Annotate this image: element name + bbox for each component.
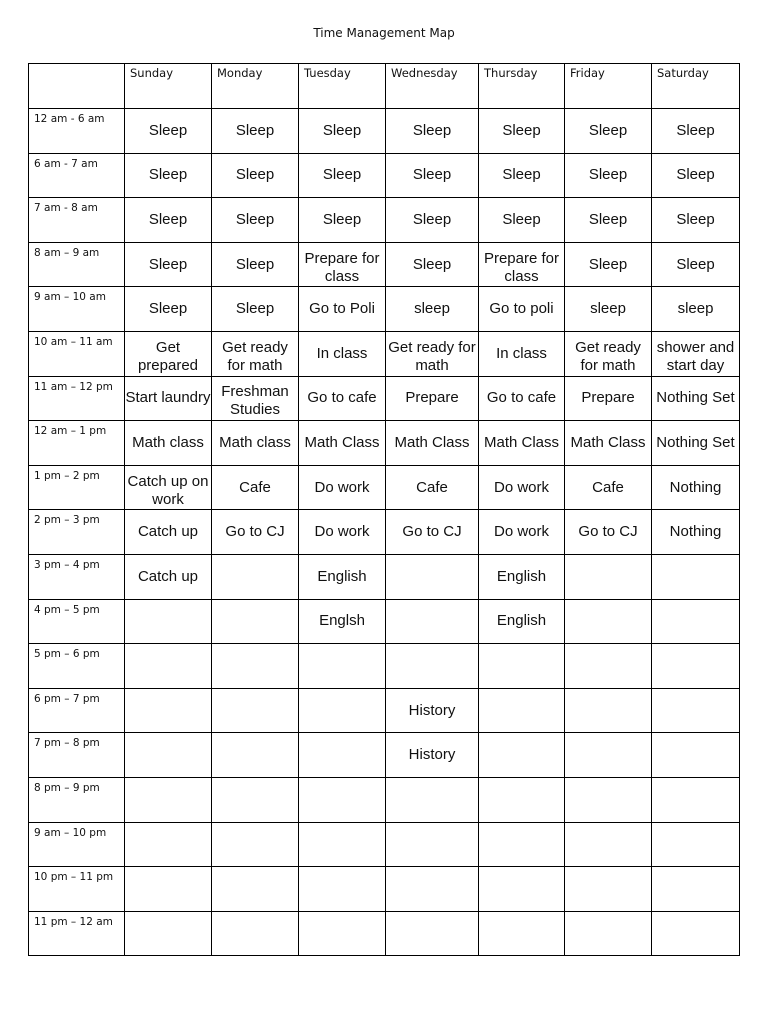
schedule-cell — [386, 911, 479, 956]
schedule-row — [29, 777, 740, 822]
schedule-cell — [479, 242, 565, 287]
time-slot-label: 7 pm – 8 pm — [29, 733, 125, 778]
schedule-cell — [479, 465, 565, 510]
schedule-cell — [299, 644, 386, 689]
schedule-cell — [125, 554, 212, 599]
activity-text: Prepare for class — [304, 249, 380, 285]
time-slot-label: 8 am – 9 am — [29, 242, 125, 287]
schedule-row — [29, 599, 740, 644]
activity-text: Sleep — [235, 121, 275, 139]
time-slot-label: 11 pm – 12 am — [29, 911, 125, 956]
time-slot-label: 12 am – 1 pm — [29, 421, 125, 466]
activity-text: History — [408, 701, 456, 719]
time-slot-label: 1 pm – 2 pm — [29, 465, 125, 510]
activity-text: Sleep — [502, 210, 541, 228]
activity-text: Sleep — [676, 166, 715, 184]
schedule-body — [29, 64, 740, 956]
schedule-cell — [386, 331, 479, 376]
schedule-row — [29, 376, 740, 421]
activity-text: English — [496, 612, 547, 630]
schedule-cell — [299, 911, 386, 956]
time-slot-label: 11 am – 12 pm — [29, 376, 125, 421]
schedule-cell — [125, 287, 212, 332]
activity-text: English — [317, 567, 367, 585]
schedule-cell — [125, 644, 212, 689]
activity-text: Go to CJ — [225, 523, 285, 541]
time-slot-label: 8 pm – 9 pm — [29, 777, 125, 822]
activity-text: Get ready for math — [388, 338, 476, 374]
schedule-cell — [479, 109, 565, 154]
activity-text: Math Class — [570, 433, 646, 451]
schedule-cell — [386, 644, 479, 689]
schedule-cell — [212, 465, 299, 510]
schedule-cell — [212, 733, 299, 778]
schedule-cell — [652, 867, 740, 912]
schedule-row — [29, 287, 740, 332]
schedule-cell — [212, 822, 299, 867]
activity-text: Get prepared — [137, 338, 199, 374]
schedule-cell — [479, 867, 565, 912]
activity-text: sleep — [677, 300, 714, 318]
schedule-cell — [212, 599, 299, 644]
activity-text: Sleep — [322, 210, 362, 228]
schedule-cell — [652, 331, 740, 376]
activity-text: Prepare — [581, 389, 635, 407]
schedule-cell — [386, 153, 479, 198]
activity-text: Do work — [493, 523, 549, 541]
activity-text: Sleep — [322, 121, 362, 139]
activity-text: Get ready for math — [575, 338, 641, 374]
schedule-cell — [652, 287, 740, 332]
schedule-cell — [125, 153, 212, 198]
activity-text: Math Class — [304, 433, 380, 451]
schedule-row — [29, 822, 740, 867]
schedule-cell — [652, 688, 740, 733]
activity-text: Math Class — [483, 433, 560, 451]
schedule-cell — [565, 510, 652, 555]
schedule-cell — [212, 688, 299, 733]
activity-text: Sleep — [148, 255, 188, 273]
activity-text: Sleep — [502, 121, 541, 139]
schedule-cell — [299, 822, 386, 867]
schedule-cell — [479, 287, 565, 332]
activity-text: In class — [496, 344, 547, 362]
time-slot-label: 5 pm – 6 pm — [29, 644, 125, 689]
schedule-cell — [652, 554, 740, 599]
schedule-cell — [299, 287, 386, 332]
schedule-row — [29, 198, 740, 243]
schedule-cell — [299, 242, 386, 287]
schedule-cell — [652, 777, 740, 822]
activity-text: Sleep — [412, 121, 452, 139]
schedule-cell — [299, 867, 386, 912]
schedule-row — [29, 331, 740, 376]
schedule-cell — [212, 153, 299, 198]
schedule-cell — [125, 331, 212, 376]
activity-text: Nothing Set — [656, 389, 735, 407]
schedule-cell — [652, 644, 740, 689]
schedule-cell — [565, 688, 652, 733]
schedule-cell — [652, 198, 740, 243]
schedule-cell — [299, 733, 386, 778]
activity-text: Catch up — [137, 523, 199, 541]
activity-text: Get ready for math — [222, 338, 288, 374]
schedule-cell — [125, 109, 212, 154]
schedule-cell — [479, 911, 565, 956]
activity-text: Prepare for class — [483, 249, 560, 285]
time-slot-label: 9 am – 10 am — [29, 287, 125, 332]
schedule-cell — [299, 777, 386, 822]
time-slot-label: 9 am – 10 pm — [29, 822, 125, 867]
schedule-cell — [479, 153, 565, 198]
schedule-cell — [299, 510, 386, 555]
schedule-row — [29, 510, 740, 555]
schedule-cell — [565, 287, 652, 332]
activity-text: Sleep — [588, 210, 628, 228]
schedule-row — [29, 465, 740, 510]
schedule-cell — [386, 733, 479, 778]
activity-text: Nothing — [669, 523, 722, 541]
schedule-cell — [652, 510, 740, 555]
schedule-cell — [652, 599, 740, 644]
activity-text: Sleep — [588, 166, 628, 184]
activity-text: Sleep — [235, 166, 275, 184]
schedule-cell — [299, 109, 386, 154]
day-header-friday: Friday — [565, 64, 652, 109]
activity-text: sleep — [590, 300, 626, 318]
schedule-cell — [386, 109, 479, 154]
schedule-cell — [386, 465, 479, 510]
activity-text: Englsh — [319, 612, 365, 630]
schedule-cell — [565, 421, 652, 466]
day-header-sunday: Sunday — [125, 64, 212, 109]
activity-text: Sleep — [588, 121, 628, 139]
activity-text: Sleep — [322, 166, 362, 184]
schedule-cell — [299, 688, 386, 733]
activity-text: Cafe — [592, 478, 624, 496]
schedule-cell — [212, 777, 299, 822]
schedule-cell — [565, 242, 652, 287]
activity-text: Sleep — [676, 121, 715, 139]
schedule-cell — [386, 822, 479, 867]
schedule-cell — [299, 599, 386, 644]
schedule-cell — [299, 331, 386, 376]
schedule-cell — [652, 733, 740, 778]
schedule-cell — [212, 287, 299, 332]
schedule-cell — [125, 911, 212, 956]
schedule-row — [29, 421, 740, 466]
schedule-cell — [212, 644, 299, 689]
schedule-cell — [479, 510, 565, 555]
schedule-cell — [212, 376, 299, 421]
schedule-cell — [565, 777, 652, 822]
activity-text: English — [496, 567, 547, 585]
schedule-cell — [386, 867, 479, 912]
activity-text: Cafe — [239, 478, 271, 496]
schedule-cell — [299, 198, 386, 243]
schedule-cell — [565, 822, 652, 867]
activity-text: Do work — [493, 478, 549, 496]
time-slot-label: 10 am – 11 am — [29, 331, 125, 376]
activity-text: Do work — [314, 523, 370, 541]
day-header-saturday: Saturday — [652, 64, 740, 109]
schedule-cell — [652, 911, 740, 956]
schedule-cell — [479, 777, 565, 822]
schedule-cell — [125, 867, 212, 912]
activity-text: Math class — [132, 433, 204, 451]
schedule-row — [29, 242, 740, 287]
activity-text: Catch up — [137, 567, 199, 585]
schedule-cell — [565, 911, 652, 956]
schedule-cell — [212, 421, 299, 466]
activity-text: Go to Poli — [309, 300, 375, 318]
schedule-cell — [565, 331, 652, 376]
schedule-cell — [386, 510, 479, 555]
schedule-cell — [479, 733, 565, 778]
schedule-cell — [386, 421, 479, 466]
activity-text: Cafe — [416, 478, 448, 496]
schedule-cell — [479, 198, 565, 243]
activity-text: Sleep — [235, 300, 275, 318]
time-slot-label: 12 am - 6 am — [29, 109, 125, 154]
schedule-cell — [125, 599, 212, 644]
schedule-cell — [652, 109, 740, 154]
schedule-row — [29, 554, 740, 599]
schedule-cell — [386, 242, 479, 287]
time-slot-label: 7 am - 8 am — [29, 198, 125, 243]
activity-text: Sleep — [148, 300, 188, 318]
activity-text: Start laundry — [125, 389, 211, 407]
time-slot-label: 2 pm – 3 pm — [29, 510, 125, 555]
schedule-cell — [565, 599, 652, 644]
schedule-cell — [565, 153, 652, 198]
day-header-wednesday: Wednesday — [386, 64, 479, 109]
schedule-cell — [565, 644, 652, 689]
schedule-cell — [652, 822, 740, 867]
schedule-cell — [125, 465, 212, 510]
activity-text: Nothing — [669, 478, 722, 496]
activity-text: Sleep — [148, 121, 188, 139]
day-header-monday: Monday — [212, 64, 299, 109]
activity-text: Go to CJ — [578, 523, 638, 541]
activity-text: In class — [316, 344, 368, 362]
schedule-cell — [479, 822, 565, 867]
day-header-thursday: Thursday — [479, 64, 565, 109]
schedule-row — [29, 867, 740, 912]
time-slot-label: 6 am - 7 am — [29, 153, 125, 198]
schedule-cell — [386, 777, 479, 822]
schedule-cell — [565, 733, 652, 778]
schedule-cell — [479, 554, 565, 599]
schedule-cell — [386, 376, 479, 421]
activity-text: Sleep — [502, 166, 541, 184]
time-slot-label: 10 pm – 11 pm — [29, 867, 125, 912]
activity-text: Go to CJ — [402, 523, 462, 541]
schedule-cell — [125, 198, 212, 243]
activity-text: Sleep — [235, 255, 275, 273]
schedule-cell — [565, 109, 652, 154]
schedule-cell — [125, 688, 212, 733]
activity-text: Sleep — [588, 255, 628, 273]
schedule-row — [29, 153, 740, 198]
schedule-cell — [125, 510, 212, 555]
schedule-cell — [652, 465, 740, 510]
schedule-cell — [125, 822, 212, 867]
schedule-cell — [299, 554, 386, 599]
schedule-cell — [565, 465, 652, 510]
schedule-cell — [125, 376, 212, 421]
schedule-cell — [125, 733, 212, 778]
activity-text: Catch up on work — [127, 472, 209, 508]
activity-text: Math Class — [394, 433, 470, 451]
schedule-cell — [386, 599, 479, 644]
schedule-cell — [565, 376, 652, 421]
schedule-row — [29, 688, 740, 733]
activity-text: Sleep — [412, 255, 452, 273]
activity-text: Go to cafe — [486, 389, 557, 407]
schedule-cell — [565, 198, 652, 243]
activity-text: Nothing Set — [656, 433, 735, 451]
schedule-cell — [212, 911, 299, 956]
schedule-row — [29, 733, 740, 778]
schedule-cell — [125, 777, 212, 822]
schedule-cell — [212, 554, 299, 599]
schedule-cell — [125, 242, 212, 287]
header-row — [29, 64, 740, 109]
schedule-cell — [125, 421, 212, 466]
schedule-cell — [479, 421, 565, 466]
activity-text: Sleep — [148, 166, 188, 184]
schedule-cell — [299, 153, 386, 198]
activity-text: Do work — [314, 478, 370, 496]
schedule-cell — [479, 599, 565, 644]
schedule-cell — [299, 465, 386, 510]
schedule-cell — [386, 287, 479, 332]
schedule-cell — [212, 109, 299, 154]
schedule-table — [28, 63, 740, 956]
activity-text: History — [408, 746, 456, 764]
schedule-row — [29, 644, 740, 689]
schedule-cell — [212, 510, 299, 555]
schedule-cell — [212, 198, 299, 243]
schedule-cell — [565, 867, 652, 912]
schedule-cell — [299, 376, 386, 421]
corner-cell — [29, 64, 125, 109]
schedule-cell — [652, 242, 740, 287]
activity-text: Math class — [219, 433, 291, 451]
activity-text: Prepare — [405, 389, 459, 407]
schedule-cell — [479, 688, 565, 733]
activity-text: Go to cafe — [307, 389, 377, 407]
activity-text: Sleep — [412, 166, 452, 184]
activity-text: Sleep — [148, 210, 188, 228]
schedule-row — [29, 911, 740, 956]
activity-text: Sleep — [676, 255, 715, 273]
schedule-cell — [386, 198, 479, 243]
schedule-cell — [652, 421, 740, 466]
page-title: Time Management Map — [313, 26, 455, 40]
schedule-cell — [212, 331, 299, 376]
schedule-cell — [299, 421, 386, 466]
time-slot-label: 4 pm – 5 pm — [29, 599, 125, 644]
schedule-cell — [212, 242, 299, 287]
activity-text: Sleep — [676, 210, 715, 228]
activity-text: Sleep — [235, 210, 275, 228]
time-slot-label: 3 pm – 4 pm — [29, 554, 125, 599]
schedule-cell — [565, 554, 652, 599]
schedule-cell — [479, 376, 565, 421]
schedule-cell — [479, 331, 565, 376]
day-header-tuesday: Tuesday — [299, 64, 386, 109]
activity-text: sleep — [414, 300, 450, 318]
activity-text: Freshman Studies — [221, 383, 289, 419]
schedule-cell — [386, 688, 479, 733]
activity-text: Go to poli — [489, 300, 554, 318]
time-slot-label: 6 pm – 7 pm — [29, 688, 125, 733]
schedule-cell — [652, 376, 740, 421]
schedule-cell — [212, 867, 299, 912]
schedule-cell — [652, 153, 740, 198]
schedule-row — [29, 109, 740, 154]
activity-text: Sleep — [412, 210, 452, 228]
schedule-cell — [386, 554, 479, 599]
schedule-cell — [479, 644, 565, 689]
activity-text: shower and start day — [656, 338, 735, 374]
